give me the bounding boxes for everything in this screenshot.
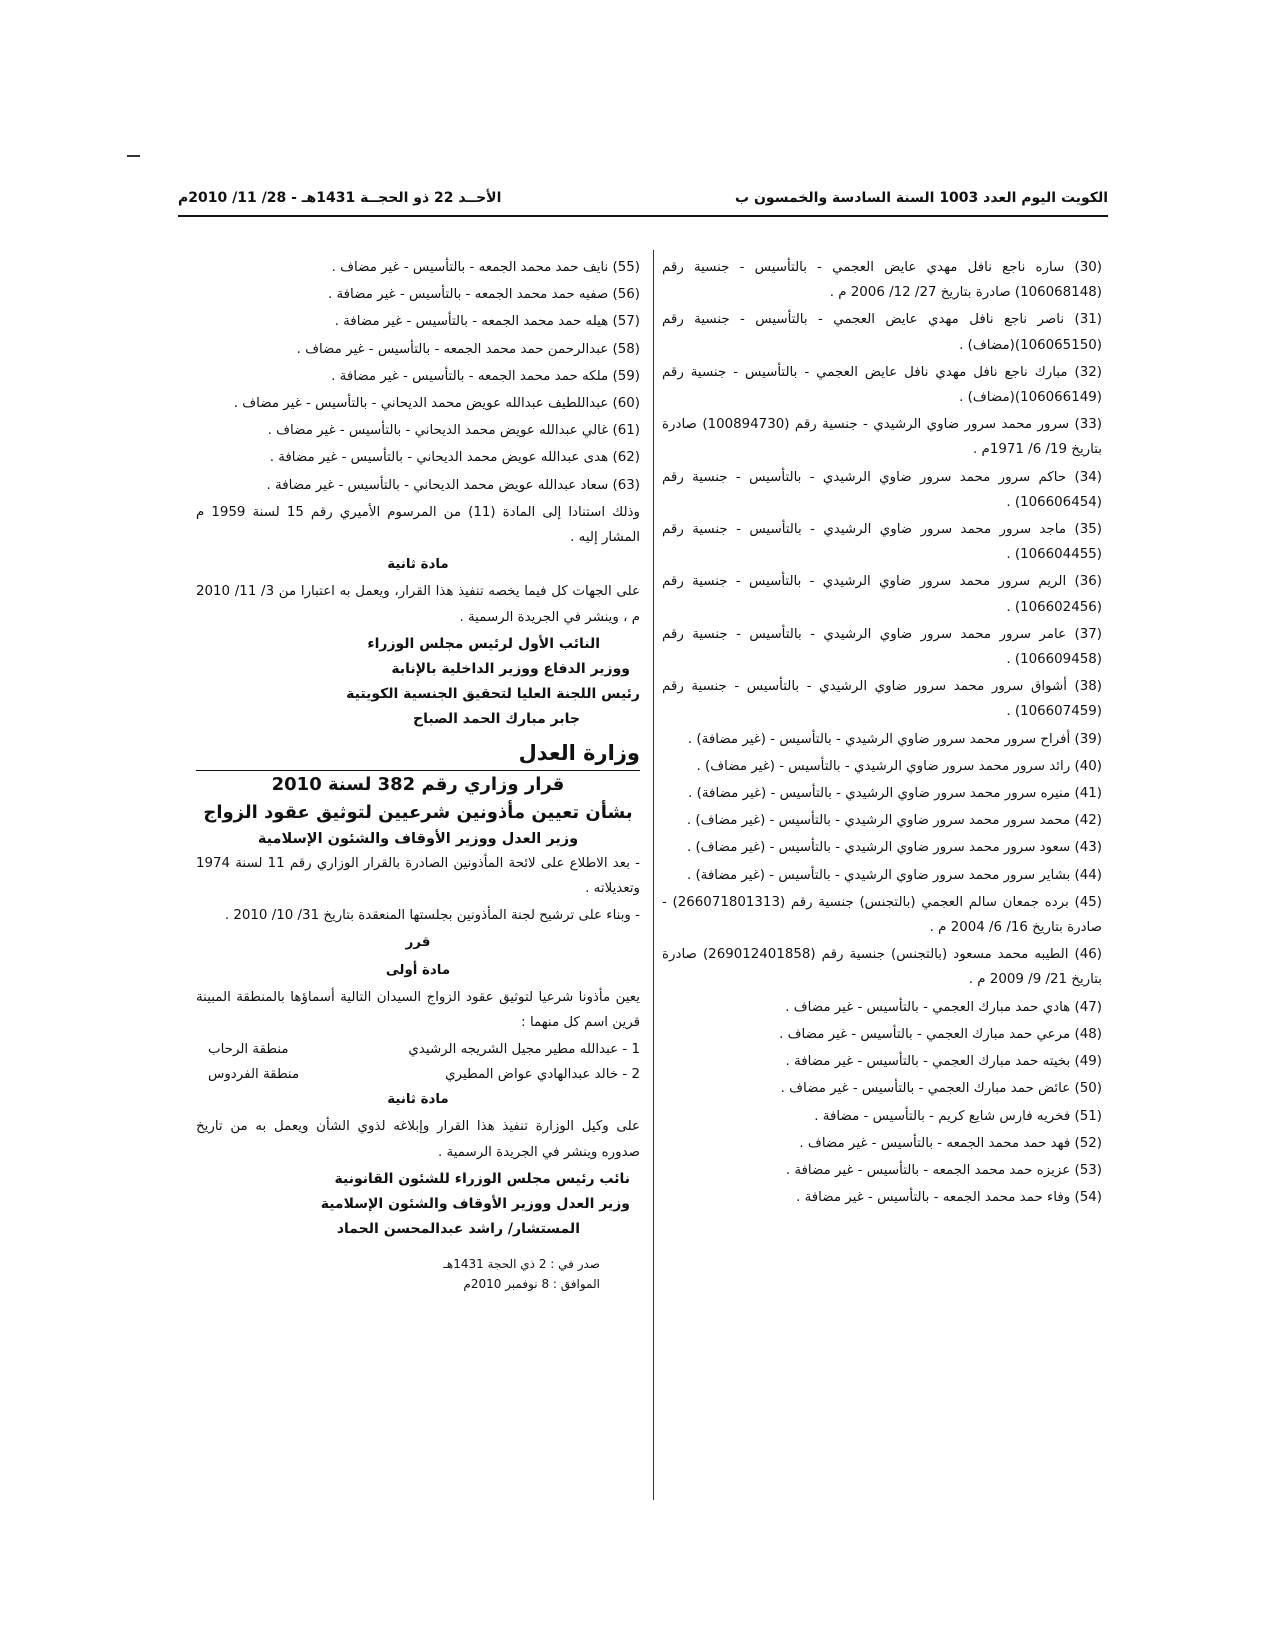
decided-heading: قرر xyxy=(405,935,431,951)
article-text: يعين مأذونا شرعيا لتوثيق عقود الزواج السيدان التالية أسماؤها بالمنطقة المبينة قرين اسم كل منهما : xyxy=(196,989,640,1031)
signer-name: المستشار/ راشد عبدالمحسن الحماد xyxy=(336,1220,580,1237)
list-item: (35) ماجد سرور محمد سرور ضاوي الرشيدي - بالتأسيس - جنسية رقم (106604455) . xyxy=(662,522,1102,563)
list-item: (31) ناصر ناجع نافل مهدي عايض العجمي - بالتأسيس - جنسية رقم (106065150)(مضاف) . xyxy=(662,312,1102,353)
list-item: (40) رائد سرور محمد سرور ضاوي الرشيدي - بالتأسيس - (غير مضاف) . xyxy=(696,758,1102,774)
left-column xyxy=(196,255,640,1294)
list-item: (62) هدى عبدالله عويض محمد الديحاني - بالتأسيس - غير مضافة . xyxy=(269,450,640,466)
signer-title: نائب رئيس مجلس الوزراء للشئون القانونية xyxy=(334,1170,630,1187)
list-item: (51) فخريه فارس شايع كريم - بالتأسيس - مضافة . xyxy=(814,1108,1102,1124)
appointee-name: 2 - خالد عبدالهادي عواض المطيري xyxy=(445,1067,640,1083)
article-text: على الجهات كل فيما يخصه تنفيذ هذا القرار، ويعمل به اعتبارا من 3/ 11/ 2010 م ، وينشر في الجريدة الرسمية . xyxy=(196,584,640,625)
list-item: (45) برده جمعان سالم العجمي (بالتجنس) جنسية رقم (266071801313) - صادرة بتاريخ 16/ 6/ 2004 م . xyxy=(662,894,1102,936)
article-heading: مادة ثانية xyxy=(387,1092,449,1108)
appointee-region: منطقة الفردوس xyxy=(208,1067,300,1083)
list-item: (53) عزيزه حمد محمد الجمعه - بالتأسيس - غير مضافة . xyxy=(785,1162,1102,1178)
scan-mark xyxy=(127,155,140,157)
signer-title: رئيس اللجنة العليا لتحقيق الجنسية الكويتية xyxy=(346,685,640,702)
list-item: (44) بشاير سرور محمد سرور ضاوي الرشيدي - بالتأسيس - (غير مضافة) . xyxy=(686,867,1102,883)
appointee-name: 1 - عبدالله مطير مجيل الشريجه الرشيدي xyxy=(408,1042,640,1058)
article-heading: مادة ثانية xyxy=(387,557,449,573)
signer-name: جابر مبارك الحمد الصباح xyxy=(413,710,580,727)
article-text: على وكيل الوزارة تنفيذ هذا القرار وإبلاغه لذوي الشأن ويعمل به من تاريخ صدوره وينشر في الجريدة الرسمية . xyxy=(196,1119,640,1160)
decree-subject: بشأن تعيين مأذونين شرعيين لتوثيق عقود الزواج xyxy=(203,801,633,823)
list-item: (60) عبداللطيف عبدالله عويض محمد الديحاني - بالتأسيس - غير مضاف . xyxy=(233,396,640,412)
preamble: - وبناء على ترشيح لجنة المأذونين بجلستها المنعقدة بتاريخ 31/ 10/ 2010 . xyxy=(224,908,640,924)
header-rule xyxy=(178,215,1108,217)
legal-reference: وذلك استنادا إلى المادة (11) من المرسوم الأميري رقم 15 لسنة 1959 م المشار إليه . xyxy=(196,504,640,546)
right-column xyxy=(662,255,1102,1212)
signer-title: وزير العدل ووزير الأوقاف والشئون الإسلامية xyxy=(320,1195,630,1212)
preamble: - بعد الاطلاع على لائحة المأذونين الصادرة بالقرار الوزاري رقم 11 لسنة 1974 وتعديلاته . xyxy=(196,855,640,897)
signer-title: النائب الأول لرئيس مجلس الوزراء xyxy=(367,635,600,652)
list-item: (47) هادي حمد مبارك العجمي - بالتأسيس - غير مضاف . xyxy=(785,999,1102,1015)
list-item: (46) الطيبه محمد مسعود (بالتجنس) جنسية رقم (269012401858) صادرة بتاريخ 21/ 9/ 2009 م . xyxy=(662,947,1102,988)
appointee-row xyxy=(196,1062,640,1087)
list-item: (43) سعود سرور محمد سرور ضاوي الرشيدي - بالتأسيس - (غير مضاف) . xyxy=(686,840,1102,856)
list-item: (57) هيله حمد محمد الجمعه - بالتأسيس - غير مضافة . xyxy=(334,314,640,330)
page-header xyxy=(178,190,1108,216)
list-item: (56) صفيه حمد محمد الجمعه - بالتأسيس - غير مضافة . xyxy=(327,287,640,303)
list-item: (54) وفاء حمد محمد الجمعه - بالتأسيس - غير مضافة . xyxy=(796,1190,1102,1206)
header-publication: الكويت اليوم العدد 1003 السنة السادسة والخمسون ب xyxy=(735,190,1108,206)
header-date: الأحــد 22 ذو الحجــة 1431هـ - 28/ 11/ 2010م xyxy=(178,190,502,206)
list-item: (61) غالي عبدالله عويض محمد الديحاني - بالتأسيس - غير مضاف . xyxy=(267,423,640,439)
list-item: (52) فهد حمد محمد الجمعه - بالتأسيس - غير مضاف . xyxy=(799,1135,1102,1151)
decree-title: قرار وزاري رقم 382 لسنة 2010 xyxy=(271,773,565,795)
issued-hijri: صدر في : 2 ذي الحجة 1431هـ xyxy=(443,1256,600,1271)
list-item: (33) سرور محمد سرور ضاوي الرشيدي - جنسية رقم (100894730) صادرة بتاريخ 19/ 6/ 1971م . xyxy=(662,417,1102,458)
list-item: (39) أفراح سرور محمد سرور ضاوي الرشيدي - بالتأسيس - (غير مضافة) . xyxy=(687,731,1102,747)
list-item: (37) عامر سرور محمد سرور ضاوي الرشيدي - بالتأسيس - جنسية رقم (106609458) . xyxy=(662,626,1102,668)
issued-gregorian: الموافق : 8 نوفمبر 2010م xyxy=(463,1276,600,1291)
list-item: (50) عائض حمد مبارك العجمي - بالتأسيس - غير مضاف . xyxy=(780,1081,1102,1097)
decree-issuer: وزير العدل ووزير الأوقاف والشئون الإسلامية xyxy=(257,830,579,847)
list-item: (30) ساره ناجع نافل مهدي عايض العجمي - بالتأسيس - جنسية رقم (106068148) صادرة بتاريخ 27/ 12/ 2006 م . xyxy=(662,260,1102,301)
list-item: (36) الريم سرور محمد سرور ضاوي الرشيدي - بالتأسيس - جنسية رقم (106602456) . xyxy=(662,574,1102,615)
list-item: (55) نايف حمد محمد الجمعه - بالتأسيس - غير مضاف . xyxy=(331,260,640,275)
list-item: (63) سعاد عبدالله عويض محمد الديحاني - بالتأسيس - غير مضافة . xyxy=(266,477,640,493)
list-item: (59) ملكه حمد محمد الجمعه - بالتأسيس - غير مضافة . xyxy=(331,368,640,384)
list-item: (32) مبارك ناجع نافل مهدي نافل عايض العجمي - بالتأسيس - جنسية رقم (106066149)(مضاف) . xyxy=(662,364,1102,406)
list-item: (58) عبدالرحمن حمد محمد الجمعه - بالتأسيس - غير مضاف . xyxy=(296,341,640,357)
column-divider xyxy=(653,250,654,1500)
list-item: (48) مرعي حمد مبارك العجمي - بالتأسيس - غير مضاف . xyxy=(779,1026,1102,1042)
list-item: (38) أشواق سرور محمد سرور ضاوي الرشيدي - بالتأسيس - جنسية رقم (106607459) . xyxy=(662,679,1102,720)
issued-date xyxy=(196,1254,640,1294)
list-item: (41) منيره سرور محمد سرور ضاوي الرشيدي - بالتأسيس - (غير مضافة) . xyxy=(688,786,1102,802)
appointee-row xyxy=(196,1037,640,1062)
list-item: (49) بخيته حمد مبارك العجمي - بالتأسيس - غير مضافة . xyxy=(785,1054,1102,1070)
list-item: (34) حاكم سرور محمد سرور ضاوي الرشيدي - بالتأسيس - جنسية رقم (106606454) . xyxy=(662,469,1102,510)
article-heading: مادة أولى xyxy=(385,962,451,978)
ministry-heading: وزارة العدل xyxy=(196,736,640,771)
list-item: (42) محمد سرور محمد سرور ضاوي الرشيدي - بالتأسيس - (غير مضاف) . xyxy=(686,813,1102,829)
signer-title: ووزير الدفاع ووزير الداخلية بالإنابة xyxy=(391,660,630,677)
appointee-region: منطقة الرحاب xyxy=(208,1042,289,1058)
